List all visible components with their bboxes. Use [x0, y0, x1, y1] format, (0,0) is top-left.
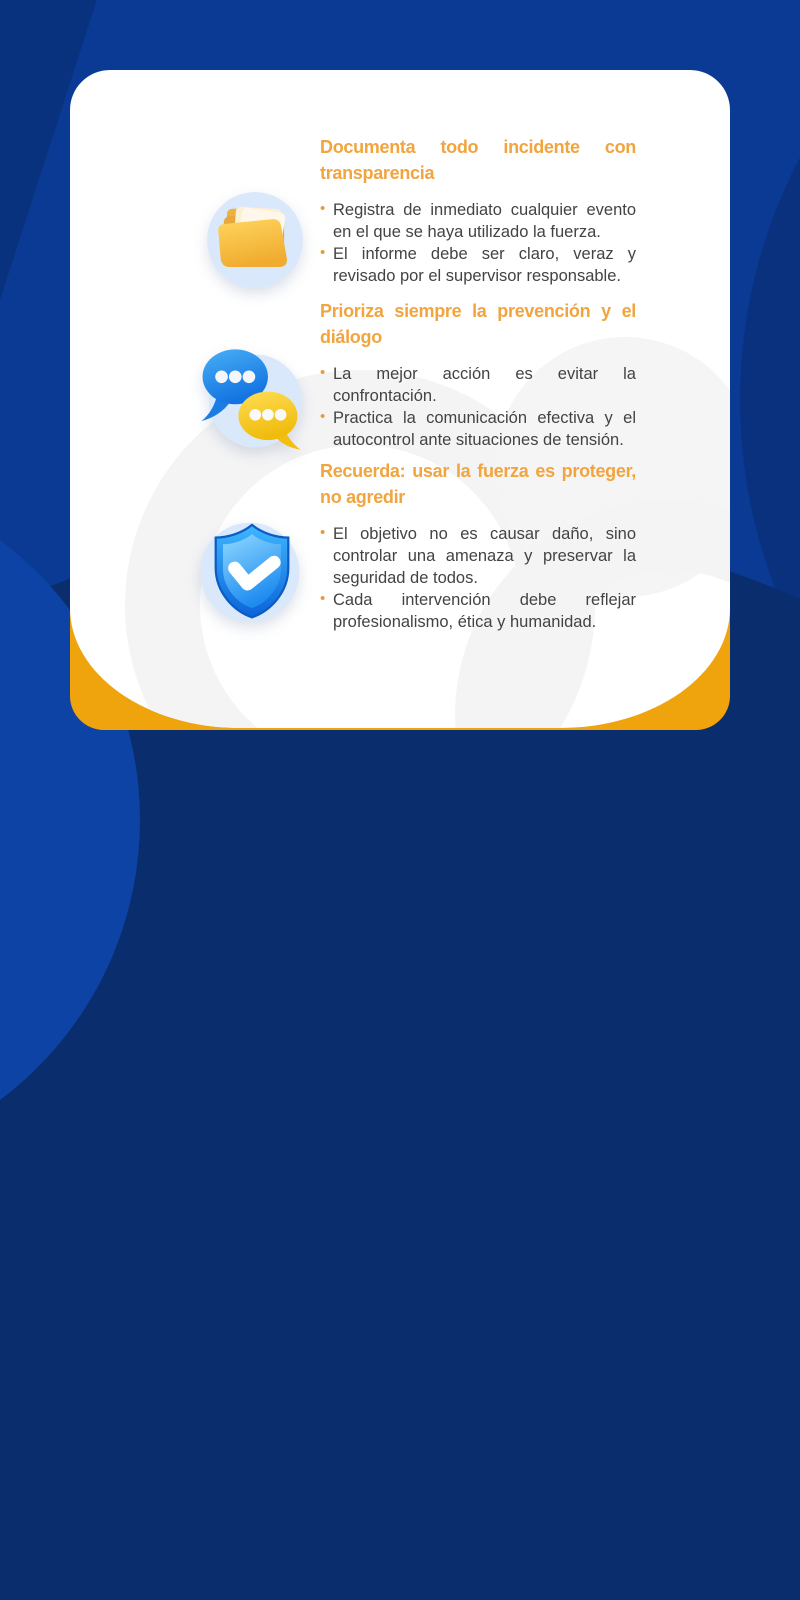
- section-heading: Recuerda: usar la fuerza es proteger, no agredir: [320, 461, 636, 507]
- bullet-list: [320, 523, 636, 633]
- section-recuerda: [320, 458, 636, 633]
- content-card: [70, 70, 730, 728]
- section-documenta: [320, 134, 636, 287]
- section-prioriza: [320, 298, 636, 451]
- bullet-list: [320, 199, 636, 287]
- bullet-item: • Cada intervención debe reflejar profesionalismo, ética y humanidad.: [320, 589, 636, 633]
- section-heading: Prioriza siempre la prevención y el diálogo: [320, 301, 636, 347]
- bullet-item: • El informe debe ser claro, veraz y revisado por el supervisor responsable.: [320, 243, 636, 287]
- bullet-item: • Registra de inmediato cualquier evento en el que se haya utilizado la fuerza.: [320, 199, 636, 243]
- bullet-item: • Practica la comunicación efectiva y el autocontrol ante situaciones de tensión.: [320, 407, 636, 451]
- bullet-item: • La mejor acción es evitar la confrontación.: [320, 363, 636, 407]
- bullet-item: • El objetivo no es causar daño, sino controlar una amenaza y preservar la seguridad de todos.: [320, 523, 636, 589]
- chat-bubbles-icon: [192, 342, 308, 458]
- folder-icon: [203, 188, 307, 292]
- section-heading: Documenta todo incidente con transparencia: [320, 137, 636, 183]
- bullet-list: [320, 363, 636, 451]
- shield-check-icon: [197, 515, 307, 625]
